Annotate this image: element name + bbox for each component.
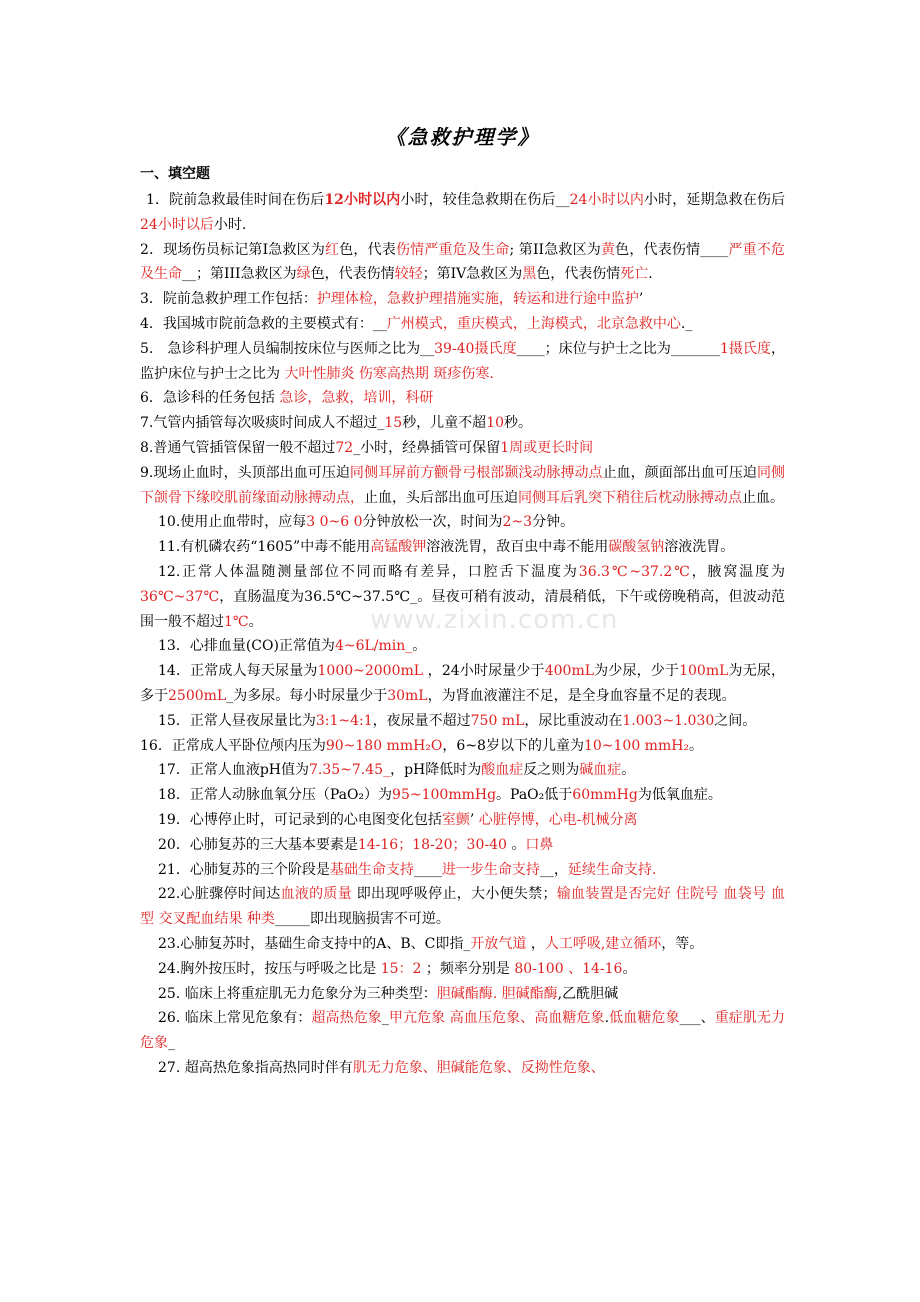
- question-text: ; 第II急救区为: [509, 241, 601, 258]
- answer-text: 24小时以内: [569, 192, 644, 208]
- question-text: 溶液洗胃，敌百虫中毒不能用: [426, 539, 609, 556]
- answer-text: 60mmHg: [572, 787, 638, 804]
- answer-text: 14-16；18-20；30-40: [357, 836, 507, 853]
- answer-text: 12小时以内: [324, 192, 401, 208]
- question-text: ，尿比重波动在: [524, 712, 623, 729]
- question-text: 12.正常人体温随测量部位不同而略有差异，口腔舌下温度为: [158, 563, 579, 580]
- question-item: [140, 882, 785, 932]
- question-text: 10.使用止血带时，应每: [158, 514, 307, 531]
- answer-text: 急诊，急救，培训，科研: [279, 390, 434, 407]
- question-text: ，24小时尿量少于: [423, 663, 545, 680]
- answer-text: 胆碱酯酶. 胆碱酯酶: [436, 985, 558, 1002]
- question-text: ，为肾血液灌注不足，是全身血容量不足的表现。: [427, 687, 736, 704]
- question-text: ，6~8岁以下的儿童为: [442, 737, 584, 754]
- question-text: 24.胸外按压时，按压与呼吸之比是: [158, 960, 381, 977]
- answer-text: 3:1~4:1: [315, 712, 373, 729]
- answer-text: 绿: [296, 266, 311, 283]
- answer-text: 伤情严重危及生命: [395, 241, 510, 258]
- question-text: 17．正常人血液pH值为: [158, 762, 309, 779]
- question-text: 2．现场伤员标记第Ⅰ急救区为: [140, 241, 326, 258]
- question-text: __，: [539, 861, 568, 878]
- question-text: _: [381, 1010, 389, 1027]
- question-text: 之间。: [714, 712, 757, 729]
- answer-text: 严重不危及生命: [140, 241, 786, 283]
- answer-text: 24小时以后: [140, 216, 214, 233]
- question-text: 色，代表伤情____: [615, 241, 729, 258]
- question-text: 20．心肺复苏的三大基本要素是: [158, 836, 358, 853]
- question-text: 为少尿，少于: [594, 663, 680, 680]
- answer-text: 72: [335, 439, 354, 456]
- question-text: 色，代表伤情: [536, 266, 621, 283]
- answer-text: 红: [325, 241, 340, 258]
- question-text: _小时，经鼻插管可保留: [353, 439, 501, 456]
- question-text: 7.气管内插管每次吸痰时间成人不超过_: [140, 415, 385, 432]
- question-text: 止血，颜面部出血可压迫: [602, 464, 757, 481]
- answer-text: 室颤: [441, 811, 470, 828]
- question-text: ._: [680, 315, 693, 332]
- question-item: [140, 535, 785, 560]
- answer-text: 1℃: [224, 613, 249, 630]
- question-text: 止血，头后部出血可压迫: [364, 489, 518, 506]
- question-text: 21．心肺复苏的三个阶段是: [158, 861, 330, 878]
- answer-text: 输血装置是否完好 住院号 血袋号 血型 交叉配血结果 种类: [140, 886, 786, 928]
- question-item: [140, 783, 785, 808]
- answer-text: 1.003~1.030: [622, 712, 715, 729]
- question-text: .: [648, 266, 653, 283]
- question-text: ，监护床位与护士之比为: [140, 340, 786, 382]
- question-item: [140, 957, 785, 982]
- question-item: [140, 411, 785, 436]
- question-item: [140, 758, 785, 783]
- question-text: 为无尿，多于: [140, 663, 786, 704]
- question-text: 。: [621, 762, 636, 779]
- answer-text: 口鼻: [525, 836, 554, 853]
- question-text: 18．正常人动脉血氧分压（PaO₂）为: [158, 787, 393, 804]
- question-item: [140, 436, 785, 461]
- question-text: 色，代表: [339, 241, 396, 258]
- question-text: 27. 超高热危象指高热同时伴有: [158, 1059, 353, 1076]
- question-text: 秒，儿童不超: [402, 415, 487, 432]
- answer-text: 较轻: [394, 266, 423, 283]
- question-item: [140, 510, 785, 535]
- answer-text: 同侧耳后乳突下稍往后枕动脉搏动点: [518, 489, 742, 506]
- question-text: 11.有机磷农药“1605”中毒不能用: [158, 539, 371, 556]
- answer-text: 广州模式，重庆模式，上海模式，北京急救中心: [386, 315, 681, 332]
- question-item: [140, 808, 785, 833]
- question-text: _____即出现脑损害不可逆。: [274, 911, 450, 928]
- answer-text: 延续生命支持.: [567, 861, 657, 878]
- question-text: 1．院前急救最佳时间在伤后: [146, 192, 325, 208]
- document-title: 《急救护理学》: [385, 125, 540, 149]
- question-item: [140, 833, 785, 858]
- question-item: [140, 560, 785, 634]
- answer-text: 80-100 、14-16: [514, 960, 623, 977]
- question-item: [140, 734, 785, 759]
- answer-text: 95~100mmHg: [392, 787, 497, 804]
- answer-text: 基础生命支持: [329, 861, 414, 878]
- answer-text: 重症肌无力危象: [140, 1010, 786, 1052]
- answer-text: 血液的质量: [280, 886, 352, 903]
- question-text: ，腋窝温度为: [691, 563, 786, 580]
- question-text: ；频率分别是: [421, 960, 515, 977]
- question-text: _: [168, 1035, 175, 1052]
- answer-text: 碱血症: [579, 762, 622, 779]
- question-text: 6．急诊科的任务包括: [140, 390, 280, 407]
- question-text: 3．院前急救护理工作包括：: [140, 291, 317, 308]
- question-item: [140, 709, 785, 734]
- question-item: [140, 188, 785, 238]
- question-text: 即出现呼吸停止，大小便失禁；: [352, 886, 557, 903]
- question-item: [140, 386, 785, 411]
- question-item: [140, 634, 785, 659]
- answer-text: 2~3: [502, 514, 533, 531]
- answer-text: 开放气道: [470, 935, 527, 952]
- answer-text: 400mL: [544, 663, 595, 680]
- question-text: ____: [413, 861, 442, 878]
- question-text: ’: [469, 811, 479, 828]
- answer-text: 超高热危象: [311, 1010, 382, 1027]
- answer-text: 90~180 mmH₂O: [325, 737, 443, 754]
- answer-text: 10: [486, 415, 505, 432]
- question-item: [140, 312, 785, 337]
- answer-text: 1000~2000mL: [317, 663, 424, 680]
- question-text: 色，代表伤情: [310, 266, 395, 283]
- section-heading: 一、填空题: [140, 166, 210, 182]
- answer-text: 酸血症: [481, 762, 524, 779]
- answer-text: 心脏停博，心电-机械分离: [478, 811, 638, 828]
- answer-text: 人工呼吸,建立循环: [544, 935, 662, 952]
- answer-text: 10~100 mmH₂: [583, 737, 690, 754]
- answer-text: 100mL: [679, 663, 729, 680]
- watermark: www.zixin.com.cn: [370, 605, 619, 635]
- question-text: 23.心肺复苏时，基础生命支持中的A、B、C即指_: [158, 935, 471, 952]
- question-text: 19．心博停止时，可记录到的心电图变化包括: [158, 811, 442, 828]
- question-text: ，直肠温度为36.5℃~37.5℃_。昼夜可稍有波动，清晨稍低，下午或傍晚稍高，但波动范围一般不超过: [140, 588, 785, 630]
- question-text: 。: [622, 960, 637, 977]
- question-text: 4．我国城市院前急救的主要模式有：__: [140, 315, 387, 332]
- answer-text: 黑: [522, 266, 537, 283]
- question-item: [140, 461, 785, 511]
- answer-text: 大叶性肺炎 伤寒高热期 斑疹伤寒.: [284, 365, 494, 382]
- question-item: [140, 1006, 785, 1056]
- answer-text: 2500mL: [168, 687, 227, 704]
- document-page: [140, 122, 785, 1081]
- question-text: 小时，较佳急救期在伤后__: [400, 192, 570, 208]
- question-item: [140, 337, 785, 387]
- question-item: [140, 858, 785, 883]
- question-text: 22.心脏骤停时间达: [158, 886, 281, 903]
- question-text: 分钟。: [532, 514, 575, 531]
- question-text: 25. 临床上将重症肌无力危象分为三种类型：: [158, 985, 437, 1002]
- answer-text: 同侧下颌骨下缘咬肌前缘面动脉搏动点，: [140, 464, 786, 506]
- answer-text: 36℃~37℃: [140, 588, 220, 605]
- answer-text: 低血糖危象: [609, 1010, 680, 1027]
- question-item: [140, 659, 785, 709]
- question-text: ，pH降低时为: [390, 762, 482, 779]
- question-text: 小时.: [213, 216, 247, 233]
- answer-text: 15：2: [380, 960, 422, 977]
- question-text: ,乙酰胆碱: [557, 985, 619, 1002]
- answer-text: 750 mL: [470, 712, 525, 729]
- question-text: 。: [506, 836, 526, 853]
- question-text: 小时，延期急救在伤后: [644, 192, 785, 208]
- question-text: 秒。: [504, 415, 533, 432]
- answer-text: 1摄氏度: [719, 340, 772, 357]
- answer-text: 3 0~6 0: [306, 514, 363, 531]
- answer-text: 黄: [600, 241, 616, 258]
- question-item: [140, 1056, 785, 1081]
- question-item: [140, 932, 785, 957]
- question-text: 。: [412, 638, 427, 655]
- question-text: ___、: [679, 1010, 715, 1027]
- question-text: 9.现场止血时，头顶部出血可压迫: [140, 464, 350, 481]
- answer-text: 同侧耳屏前方颧骨弓根部颞浅动脉搏动点: [349, 464, 603, 481]
- answer-text: 1周或更长时间: [500, 439, 594, 456]
- question-text: 分钟放松一次，时间为: [362, 514, 503, 531]
- question-item: [140, 982, 785, 1007]
- answer-text: 护理体检，急救护理措施实施，转运和进行途中监护: [316, 291, 639, 308]
- answer-text: 高锰酸钾: [370, 539, 427, 556]
- question-text: 反之则为: [523, 762, 580, 779]
- question-text: 溶液洗胃。: [664, 539, 735, 556]
- question-text: 26. 临床上常见危象有：: [158, 1010, 312, 1027]
- question-text: __；第III急救区为: [182, 266, 297, 283]
- answer-text: 15: [384, 415, 403, 432]
- question-text: .: [604, 1010, 610, 1027]
- question-text: ’: [638, 291, 644, 308]
- question-text: ，夜尿量不超过: [372, 712, 471, 729]
- question-text: ，等。: [661, 935, 704, 952]
- question-text: 为低氧血症。: [637, 787, 722, 804]
- answer-text: 36.3℃~37.2℃: [578, 563, 692, 580]
- question-item: [140, 287, 785, 312]
- question-text: 16．正常成人平卧位颅内压为: [140, 737, 326, 754]
- answer-text: 肌无力危象、胆碱能危象、反拗性危象、: [352, 1059, 605, 1076]
- question-text: ，: [526, 935, 545, 952]
- answer-text: 7.35~7.45_: [309, 762, 391, 779]
- answer-text: 进一步生命支持: [441, 861, 540, 878]
- question-text: _为多尿。每小时尿量少于: [226, 687, 388, 704]
- answer-text: 30mL: [387, 687, 428, 704]
- answer-text: 39-40摄氏度: [434, 340, 517, 357]
- question-text: ____；床位与护士之比为_______: [516, 340, 720, 357]
- question-item: [140, 238, 785, 288]
- answer-text: 4~6L/min_: [334, 638, 413, 655]
- answer-text: 死亡: [620, 266, 649, 283]
- answer-text: 甲亢危象 高血压危象、高血糖危象: [388, 1010, 605, 1027]
- answer-text: 碳酸氢钠: [608, 539, 665, 556]
- question-text: 13．心排血量(CO)正常值为: [158, 638, 335, 655]
- question-text: 5． 急诊科护理人员编制按床位与医师之比为__: [140, 340, 435, 357]
- question-text: 15．正常人昼夜尿量比为: [158, 712, 316, 729]
- question-text: 。: [248, 613, 263, 630]
- question-text: 。PaO₂低于: [496, 787, 573, 804]
- question-text: 8.普通气管插管保留一般不超过: [140, 439, 336, 456]
- question-list: [140, 188, 785, 1081]
- question-text: 14．正常成人每天尿量为: [158, 663, 318, 680]
- question-text: 。: [689, 737, 704, 754]
- question-text: ；第IV急救区为: [422, 266, 523, 283]
- question-text: 止血。: [742, 489, 784, 506]
